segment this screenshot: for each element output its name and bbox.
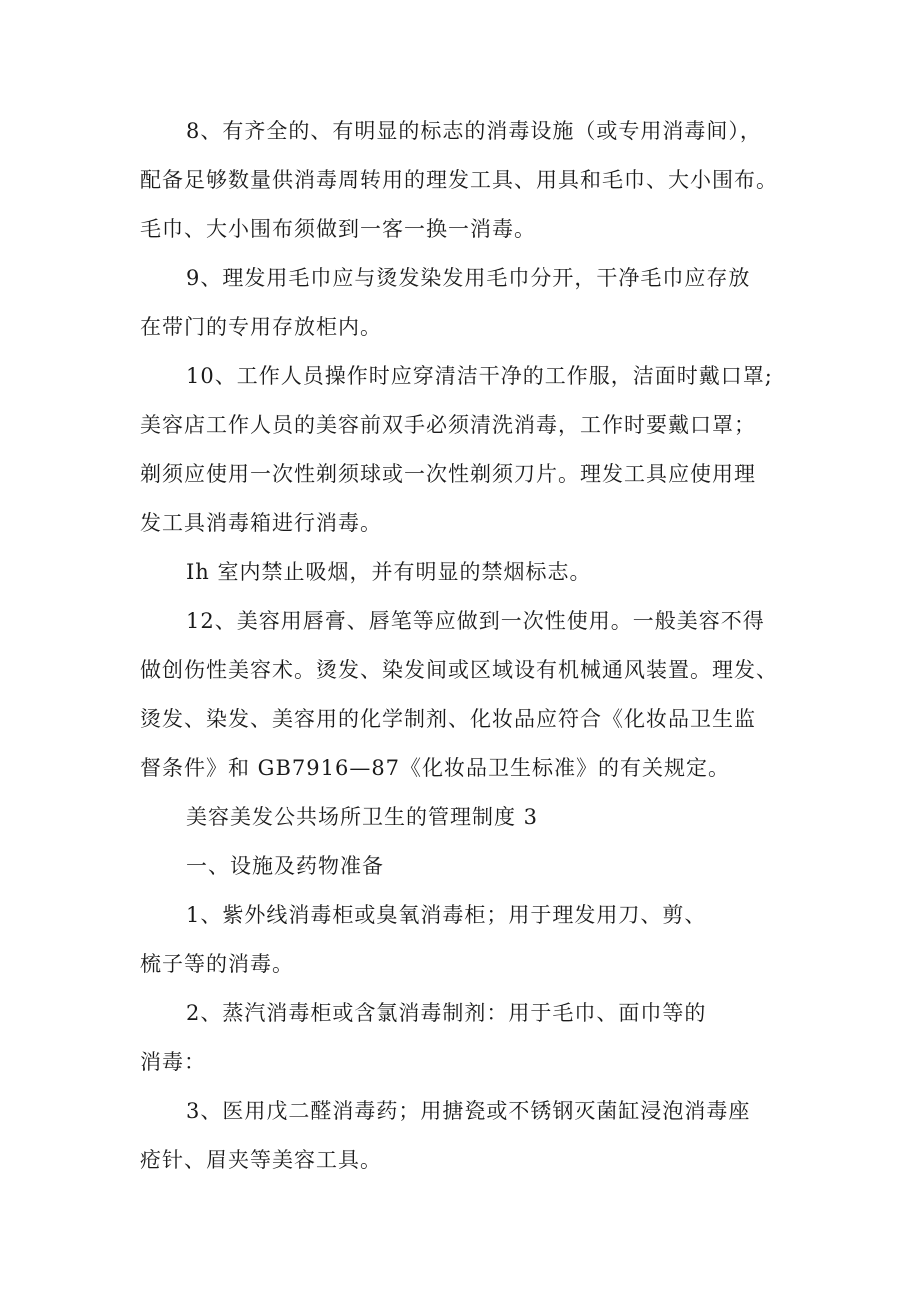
paragraph-8-line-3: 毛巾、大小围布须做到一客一换一消毒。 (140, 217, 536, 241)
paragraph-9-line-2: 在带门的专用存放柜内。 (140, 315, 382, 339)
item-3-line-1: 3、医用戊二醛消毒药；用搪瓷或不锈钢灭菌缸浸泡消毒座 (186, 1099, 751, 1123)
item-1-line-2: 梳子等的消毒。 (140, 952, 294, 976)
paragraph-11-line-1: Ih 室内禁止吸烟，并有明显的禁烟标志。 (186, 560, 592, 584)
paragraph-12-line-4: 督条件》和 GB7916—87《化妆品卫生标准》的有关规定。 (140, 756, 731, 780)
subsection-heading: 一、设施及药物准备 (186, 854, 384, 878)
paragraph-10-line-4: 发工具消毒箱进行消毒。 (140, 511, 382, 535)
paragraph-10-line-3: 剃须应使用一次性剃须球或一次性剃须刀片。理发工具应使用理 (140, 462, 756, 486)
paragraph-12-line-2: 做创伤性美容术。烫发、染发间或区域设有机械通风装置。理发、 (140, 658, 778, 682)
paragraph-10-line-2: 美容店工作人员的美容前双手必须清洗消毒，工作时要戴口罩； (140, 413, 756, 437)
item-1-line-1: 1、紫外线消毒柜或臭氧消毒柜；用于理发用刀、剪、 (186, 903, 707, 927)
paragraph-9-line-1: 9、理发用毛巾应与烫发染发用毛巾分开，干净毛巾应存放 (186, 266, 751, 290)
paragraph-8-line-2: 配备足够数量供消毒周转用的理发工具、用具和毛巾、大小围布。 (140, 168, 778, 192)
item-3-line-2: 疮针、眉夹等美容工具。 (140, 1148, 382, 1172)
item-2-line-2: 消毒： (140, 1050, 206, 1074)
section-title: 美容美发公共场所卫生的管理制度 3 (186, 805, 539, 829)
item-2-line-1: 2、蒸汽消毒柜或含氯消毒制剂：用于毛巾、面巾等的 (186, 1001, 707, 1025)
paragraph-10-line-1: 10、工作人员操作时应穿清洁干净的工作服，洁面时戴口罩; (186, 364, 773, 388)
paragraph-12-line-1: 12、美容用唇膏、唇笔等应做到一次性使用。一般美容不得 (186, 609, 765, 633)
paragraph-12-line-3: 烫发、染发、美容用的化学制剂、化妆品应符合《化妆品卫生监 (140, 707, 756, 731)
paragraph-8-line-1: 8、有齐全的、有明显的标志的消毒设施（或专用消毒间）， (186, 119, 762, 143)
